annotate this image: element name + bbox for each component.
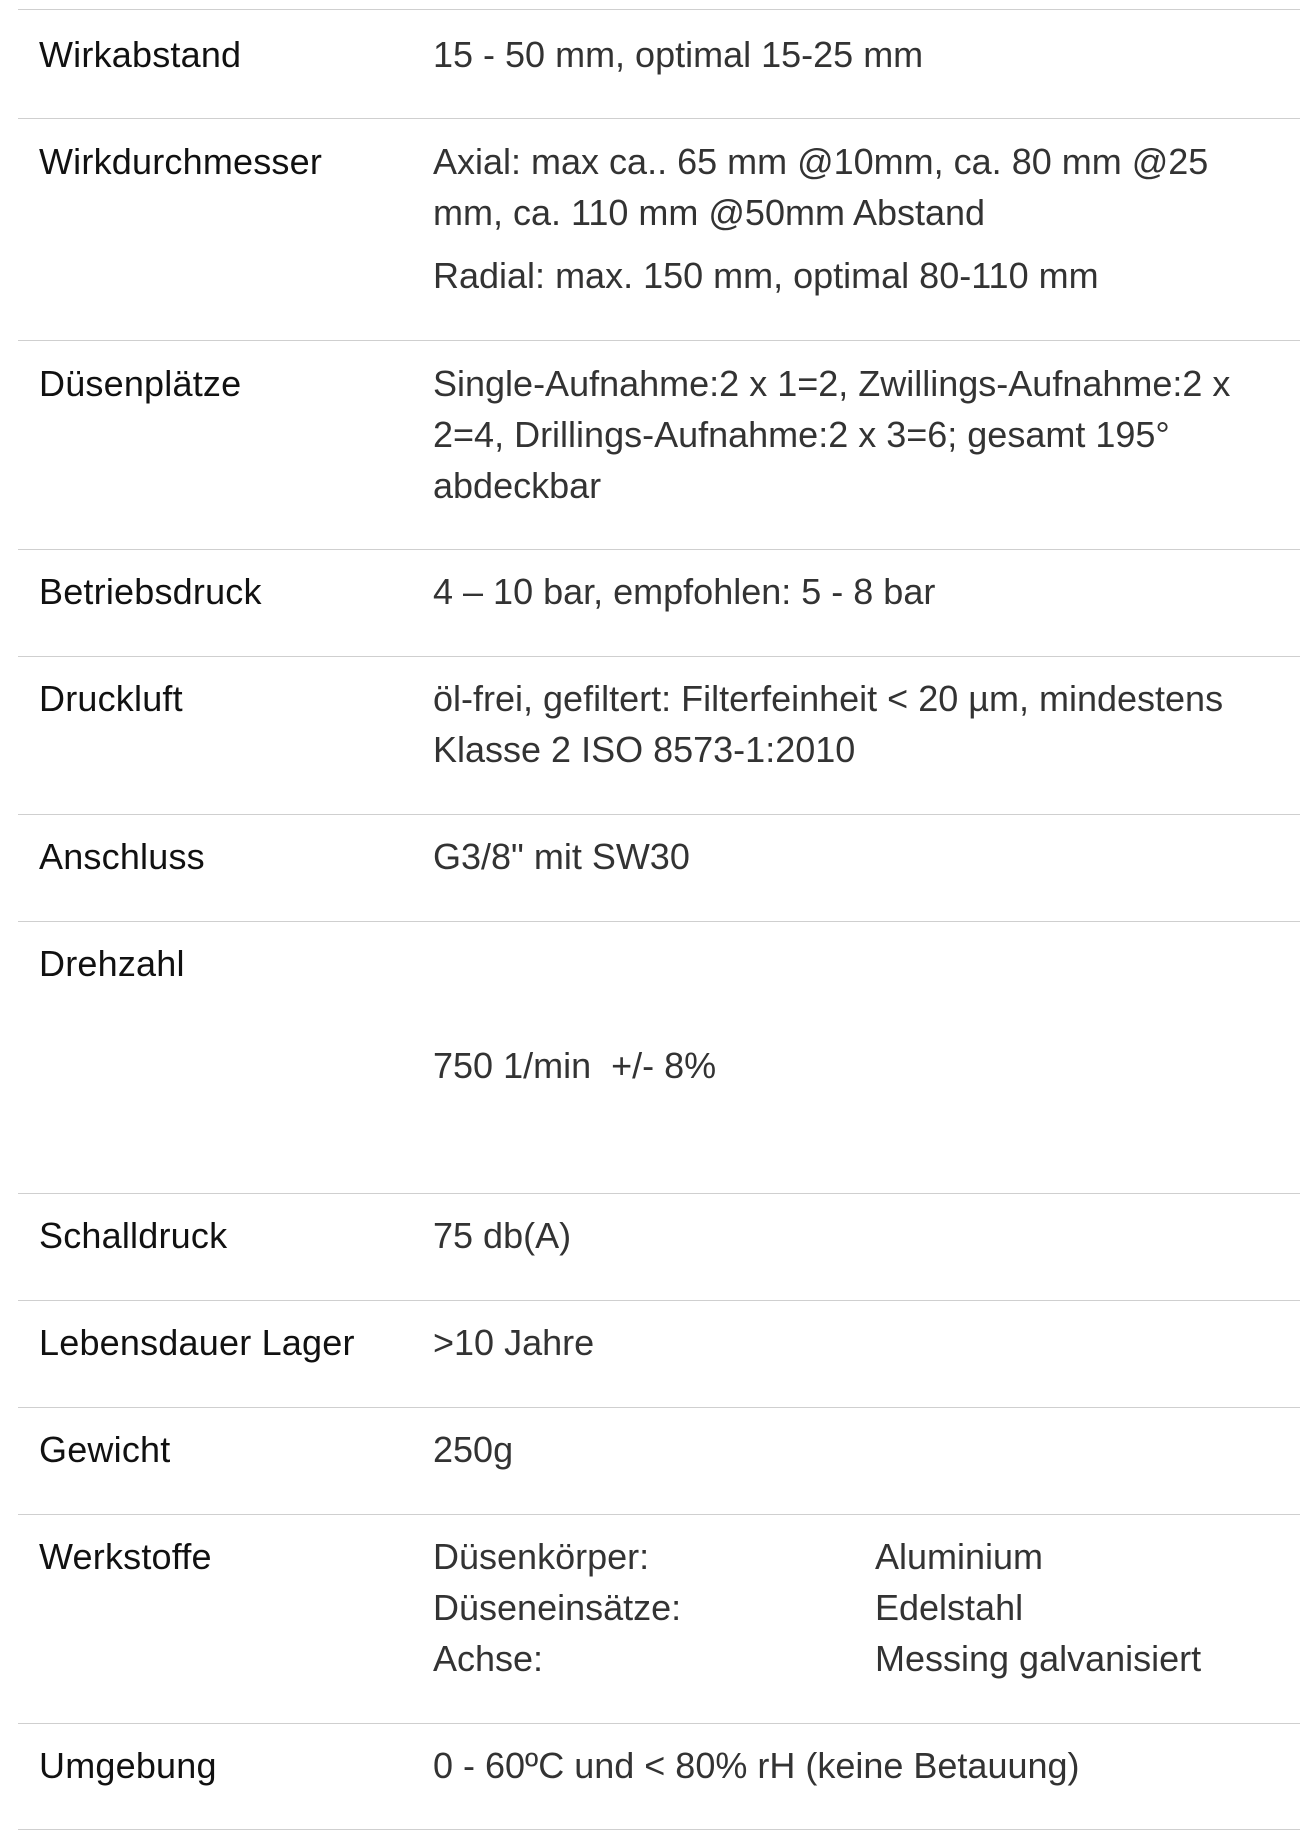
material-name: Messing galvanisiert	[875, 1638, 1202, 1679]
material-part: Achse:	[433, 1638, 544, 1679]
spec-value-axial: Axial: max ca.. 65 mm @10mm, ca. 80 mm @25 mm, ca. 110 mm @50mm Abstand	[433, 141, 1209, 233]
spec-value: >10 Jahre	[433, 1322, 595, 1363]
spec-label: Gewicht	[18, 1408, 433, 1515]
spec-row-duesenplaetze	[18, 341, 1300, 550]
spec-row-betriebsdruck	[18, 550, 1300, 657]
spec-row-wirkdurchmesser	[18, 119, 1300, 341]
spec-label: Druckluft	[18, 657, 433, 815]
materials-grid	[433, 1531, 1280, 1684]
material-name: Edelstahl	[875, 1587, 1024, 1628]
spec-value: 15 - 50 mm, optimal 15-25 mm	[433, 34, 924, 75]
spec-row-wirkabstand	[18, 10, 1300, 119]
spec-row-umgebung	[18, 1724, 1300, 1830]
material-part: Düsenkörper:	[433, 1536, 650, 1577]
spec-row-gewicht	[18, 1408, 1300, 1515]
spec-label: Drehzahl	[18, 922, 433, 1194]
spec-row-druckluft	[18, 657, 1300, 815]
spec-value-radial: Radial: max. 150 mm, optimal 80-110 mm	[433, 255, 1099, 296]
spec-value: 250g	[433, 1429, 514, 1470]
spec-value: Single-Aufnahme:2 x 1=2, Zwillings-Aufnahme:2 x 2=4, Drillings-Aufnahme:2 x 3=6; gesamt 195° abdeckbar	[433, 363, 1231, 506]
spec-label: Werkstoffe	[18, 1515, 433, 1724]
material-part: Düseneinsätze:	[433, 1587, 682, 1628]
spec-label: Wirkdurchmesser	[18, 119, 433, 341]
spec-label: Anschluss	[18, 815, 433, 922]
spec-label: Schalldruck	[18, 1194, 433, 1301]
spec-row-werkstoffe	[18, 1515, 1300, 1724]
spec-value: G3/8" mit SW30	[433, 836, 690, 877]
spec-label: Betriebsdruck	[18, 550, 433, 657]
spec-label: Umgebung	[18, 1724, 433, 1830]
spec-row-schalldruck	[18, 1194, 1300, 1301]
spec-row-drehzahl	[18, 922, 1300, 1194]
spec-label: Düsenplätze	[18, 341, 433, 550]
spec-value: 750 1/min +/- 8%	[433, 1045, 717, 1086]
spec-value: 75 db(A)	[433, 1215, 572, 1256]
material-name: Aluminium	[875, 1536, 1044, 1577]
spec-table	[18, 9, 1300, 1830]
spec-label: Wirkabstand	[18, 10, 433, 119]
spec-value: öl-frei, gefiltert: Filterfeinheit < 20 µm, mindestens Klasse 2 ISO 8573-1:2010	[433, 678, 1224, 770]
spec-label: Lebensdauer Lager	[18, 1301, 433, 1408]
spec-row-anschluss	[18, 815, 1300, 922]
spec-row-lebensdauer	[18, 1301, 1300, 1408]
spec-value: 4 – 10 bar, empfohlen: 5 - 8 bar	[433, 571, 936, 612]
spec-value: 0 - 60ºC und < 80% rH (keine Betauung)	[433, 1745, 1080, 1786]
